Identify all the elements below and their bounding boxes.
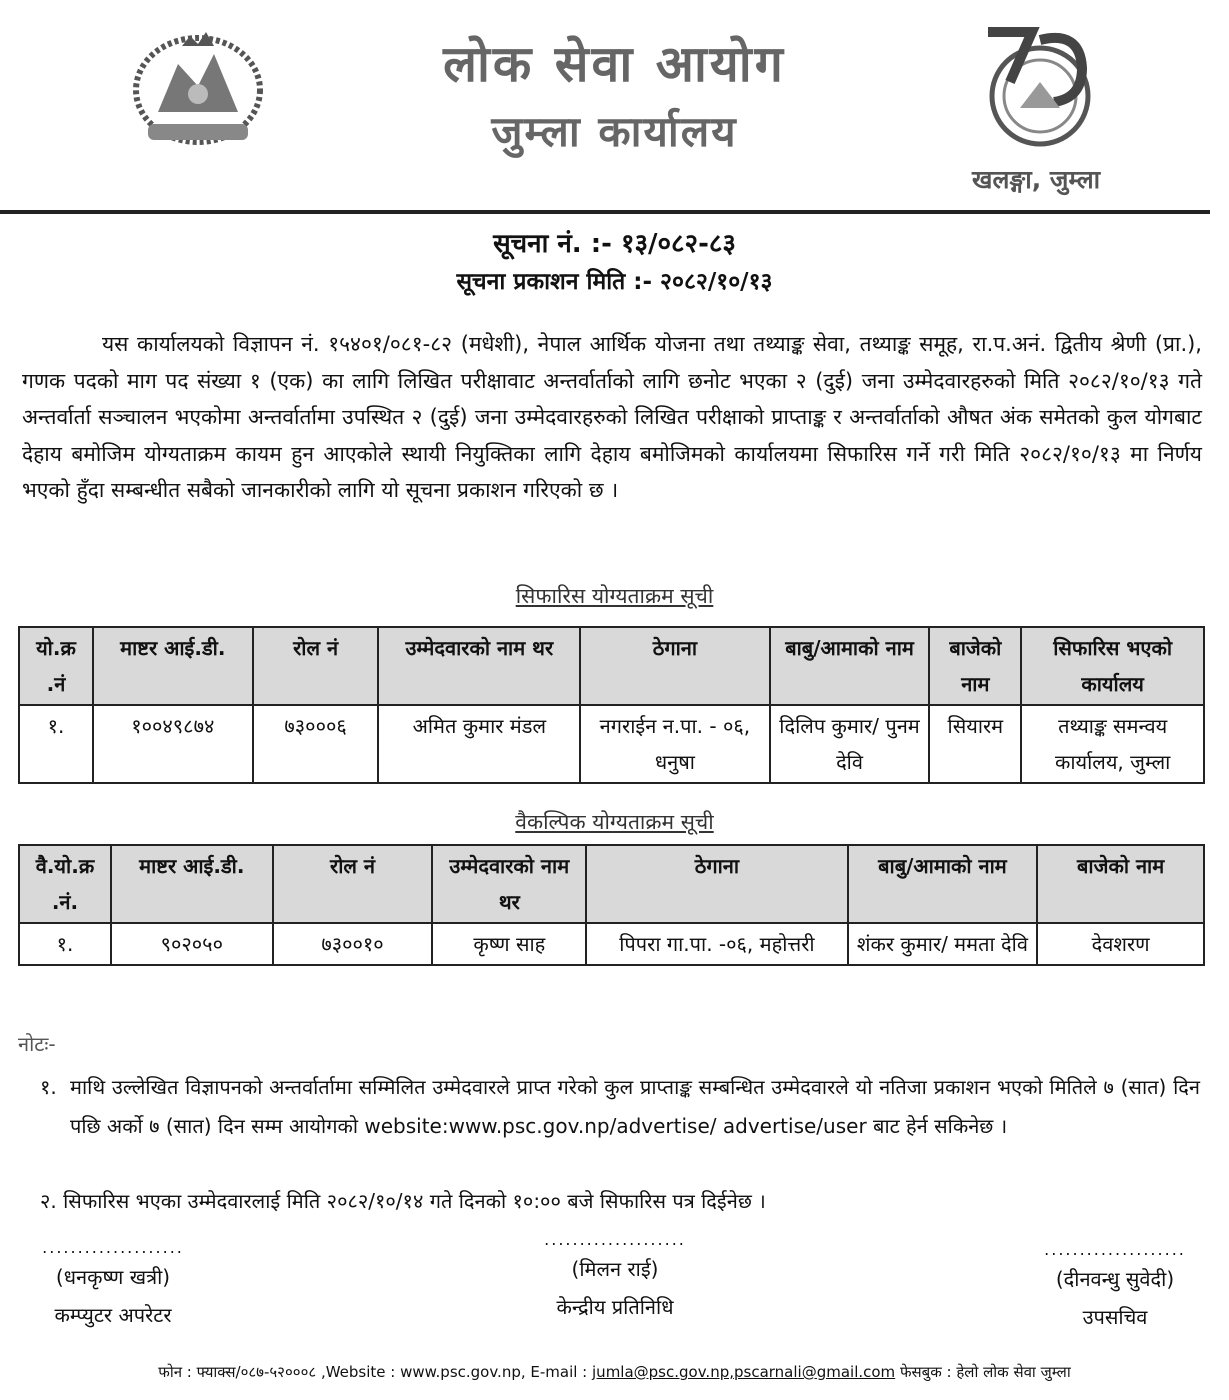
col-header: उम्मेदवारको नाम थर [378,627,580,705]
col-header: ठेगाना [586,845,847,923]
signatory-role: कम्प्युटर अपरेटर [54,1303,172,1327]
table-cell: १. [19,923,111,965]
table-cell: ९०२०५० [111,923,273,965]
signature-line: .................... [1044,1240,1186,1259]
signatory-role: केन्द्रीय प्रतिनिधि [556,1295,674,1319]
signatory-name: (धनकृष्ण खत्री) [55,1265,171,1289]
header-subtitle: जुम्ला कार्यालय [491,107,738,156]
table-cell: १. [19,705,93,783]
signature-block [18,1238,208,1334]
signatory-name: (मिलन राई) [571,1257,659,1281]
notice-body-paragraph: यस कार्यालयको विज्ञापन नं. १५४०१/०८१-८२ (मधेशी), नेपाल आर्थिक योजना तथा तथ्याङ्क सेवा, तथ्याङ्क समूह, रा.प.अनं. द्वितीय श्रेणी (प्रा.), गणक पदको माग पद संख्या १ (एक) का लागि लिखित परीक्षावाट अन्तर्वार्ताको लागि छनोट भएका २ (दुई) जना उम्मेदवारहरुको मिति २०८२/१०/१३ गते अन्तर्वार्ता सञ्चालन भएकोमा अन्तर्वार्तामा उपस्थित २ (दुई) जना उम्मेदवारहरुको लिखित परीक्षाको प्राप्ताङ्क र अन्तर्वार्ताको औषत अंक समेतको कुल योगबाट देहाय बमोजिम योग्यताक्रम कायम हुन आएकोले स्थायी नियुक्तिका लागि देहाय बमोजिमको कार्यालयमा सिफारिस गर्ने गरी मिति २०८२/१०/१३ मा निर्णय भएको हुँदा सम्बन्धीत सबैको जानकारीको लागि यो सूचना प्रकाशन गरिएको छ । [22,332,1202,502]
alternate-list-title: वैकल्पिक योग्यताक्रम सूची [515,810,714,834]
col-header: सिफारिस भएको कार्यालय [1021,627,1204,705]
signatory-role: उपसचिव [1082,1305,1148,1329]
table-cell: दिलिप कुमार/ पुनम देवि [770,705,930,783]
table-row [19,923,1204,965]
signature-line: .................... [544,1230,686,1249]
table-cell: ७३००१० [273,923,433,965]
signature-block [520,1230,710,1326]
header-title: लोक सेवा आयोग [443,34,786,93]
signatory-name: (दीनवन्धु सुवेदी) [1055,1267,1175,1291]
footer-suffix: फेसबुक : हेलो लोक सेवा जुम्ला [895,1363,1071,1381]
col-header: यो.क्र .नं [19,627,93,705]
header-divider [0,210,1210,214]
table-header-row [19,627,1204,705]
notice-date: सूचना प्रकाशन मिति :- २०८२/१०/१३ [456,269,773,295]
note-item: २. सिफारिस भएका उम्मेदवारलाई मिति २०८२/१०/१४ गते दिनको १०:०० बजे सिफारिस पत्र दिईनेछ । [40,1189,766,1213]
col-header: बाबु/आमाको नाम [770,627,930,705]
alternate-table [18,844,1205,966]
table-row [19,705,1204,783]
footer-prefix: फोन : फ्याक्स/०८७-५२०००८ ,Website : www.psc.gov.np, E-mail : [158,1363,593,1381]
table-cell: सियारम [929,705,1021,783]
col-header: रोल नं [273,845,433,923]
table-cell: तथ्याङ्क समन्वय कार्यालय, जुम्ला [1021,705,1204,783]
col-header: बाजेको नाम [929,627,1021,705]
note-label: नोटः- [18,1032,56,1056]
recommended-list-title: सिफारिस योग्यताक्रम सूची [515,584,714,608]
col-header: बाबु/आमाको नाम [848,845,1038,923]
col-header: उम्मेदवारको नाम थर [432,845,586,923]
office-location: खलङ्गा, जुम्ला [972,165,1101,194]
psc-75-anniversary-logo-icon [970,12,1110,152]
table-cell: देवशरण [1037,923,1204,965]
recommended-table [18,626,1205,784]
table-cell: पिपरा गा.पा. -०६, महोत्तरी [586,923,847,965]
table-cell: शंकर कुमार/ ममता देवि [848,923,1038,965]
table-cell: नगराईन न.पा. - ०६, धनुषा [580,705,770,783]
table-cell: १००४९८७४ [93,705,253,783]
col-header: बाजेको नाम [1037,845,1204,923]
notice-number: सूचना नं. :- १३/०८२-८३ [493,229,736,259]
footer-contact [0,1362,1229,1382]
col-header: माष्टर आई.डी. [111,845,273,923]
table-cell: अमित कुमार मंडल [378,705,580,783]
note-number: १. [40,1075,57,1099]
signature-block [1020,1240,1210,1336]
signature-line: .................... [42,1238,184,1257]
col-header: ठेगाना [580,627,770,705]
col-header: माष्टर आई.डी. [93,627,253,705]
note-text: माथि उल्लेखित विज्ञापनको अन्तर्वार्तामा सम्मिलित उम्मेदवारले प्राप्त गरेको कुल प्राप्ताङ्क सम्बन्धित उम्मेदवारले यो नतिजा प्रकाशन भएको मितिले ७ (सात) दिन पछि अर्को ७ (सात) दिन सम्म आयोगको website:www.psc.gov.np/advertise/ advertise/user बाट हेर्न सकिनेछ । [70,1075,1200,1138]
table-cell: कृष्ण साह [432,923,586,965]
table-cell: ७३०००६ [253,705,379,783]
col-header: रोल नं [253,627,379,705]
col-header: वै.यो.क्र .नं. [19,845,111,923]
table-header-row [19,845,1204,923]
email-link[interactable]: jumla@psc.gov.np,pscarnali@gmail.com [592,1363,896,1381]
